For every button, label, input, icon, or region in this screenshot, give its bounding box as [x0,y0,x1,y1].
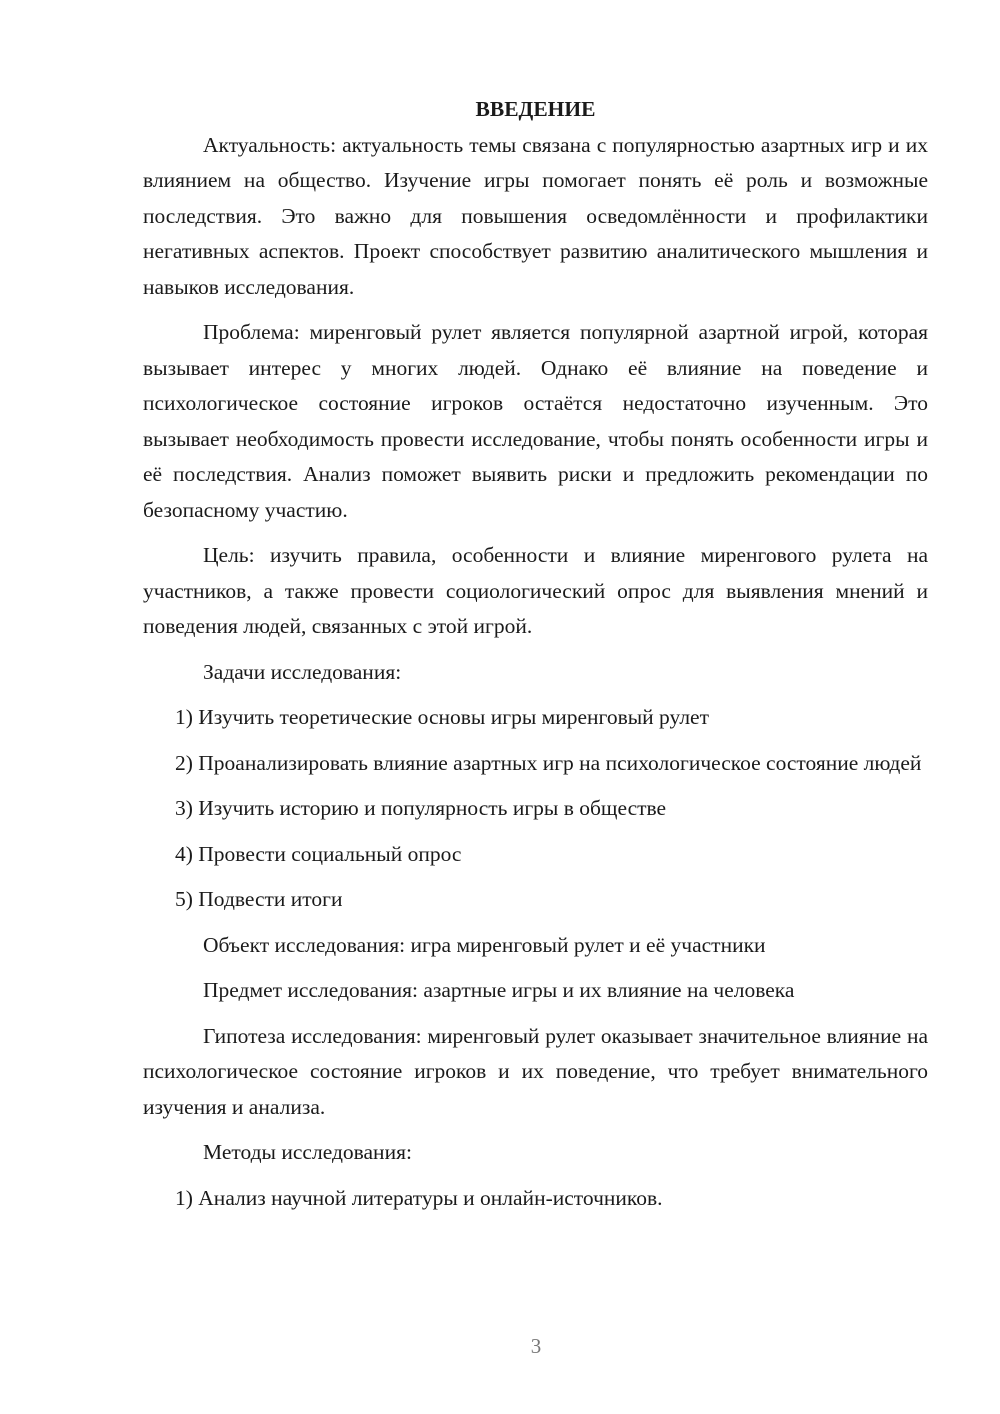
method-item-1: 1) Анализ научной литературы и онлайн-источников. [175,1185,663,1210]
problem-paragraph: Проблема: миренговый рулет является популярной азартной игрой, которая вызывает интерес у многих людей. Однако её влияние на поведение и психологическое состояние игроков остаётся недостаточно изученным. Это вызывает необходимость провести исследование, чтобы понять особенности игры и её последствия. Анализ поможет выявить риски и предложить рекомендации по безопасному участию. [143,320,928,522]
task-item-3: 3) Изучить историю и популярность игры в обществе [175,796,667,820]
task-item-2: 2) Проанализировать влияние азартных игр на психологическое состояние людей [175,750,922,775]
document-page [143,92,928,1216]
hypothesis-paragraph: Гипотеза исследования: миренговый рулет оказывает значительное влияние на психологическое состояние игроков и их поведение, что требует внимательного изучения и анализа. [143,1023,928,1119]
section-title: ВВЕДЕНИЕ [475,97,596,121]
goal-paragraph: Цель: изучить правила, особенности и влияние миренгового рулета на участников, а также провести социологический опрос для выявления мнений и поведения людей, связанных с этой игрой. [143,543,928,638]
subject-paragraph: Предмет исследования: азартные игры и их влияние на человека [203,978,795,1002]
task-item-1: 1) Изучить теоретические основы игры миренговый рулет [175,705,709,729]
task-item-4: 4) Провести социальный опрос [175,841,462,866]
object-paragraph: Объект исследования: игра миренговый рулет и её участники [203,932,766,957]
task-item-5: 5) Подвести итоги [175,887,343,911]
page-number: 3 [530,1334,542,1358]
tasks-heading: Задачи исследования: [203,659,402,684]
methods-heading: Методы исследования: [203,1140,412,1164]
relevance-paragraph: Актуальность: актуальность темы связана с популярностью азартных игр и их влиянием на общество. Изучение игры помогает понять её роль и возможные последствия. Это важно для повышения осведомлённости и профилактики негативных аспектов. Проект способствует развитию аналитического мышления и навыков исследования. [143,132,928,299]
